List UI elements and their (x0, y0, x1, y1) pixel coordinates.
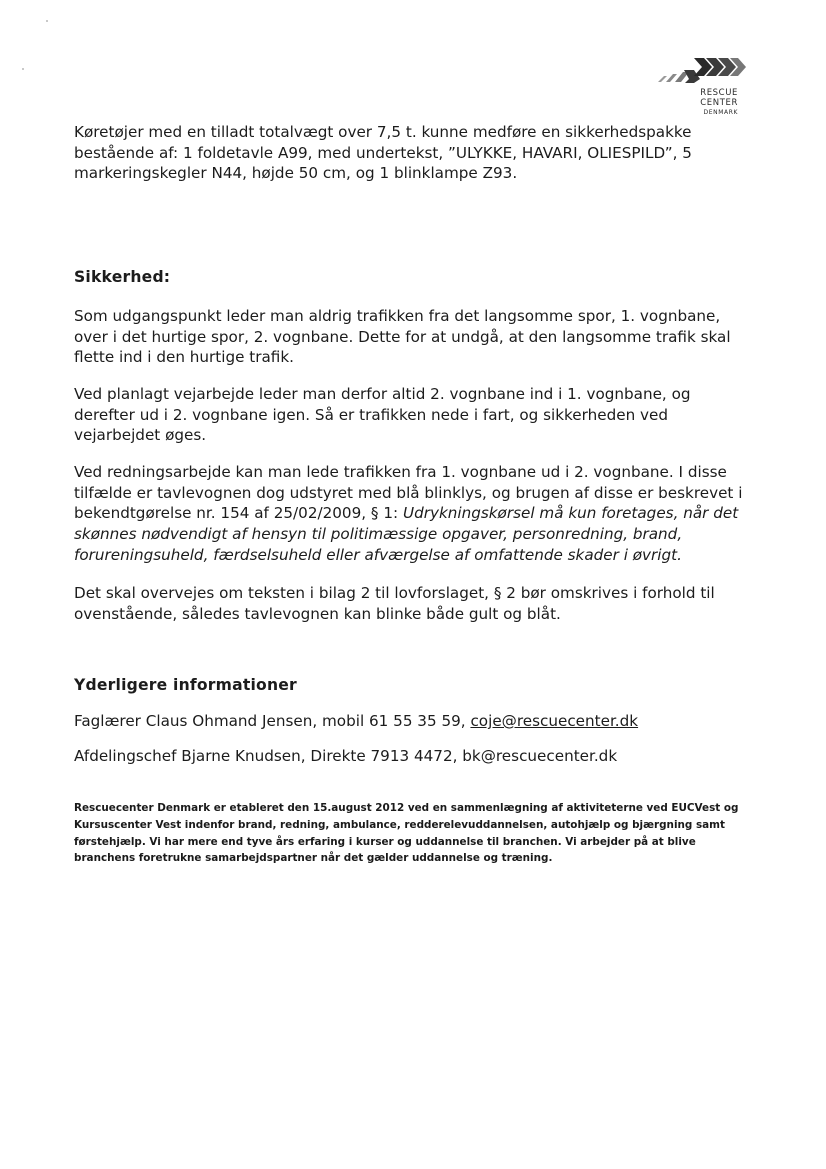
logo-wordmark (656, 88, 738, 118)
safety-text-3-normal: Ved redningsarbejde kan man lede trafikken fra 1. vognbane ud i 2. vognbane. I disse tilfælde er tavlevognen dog udstyret med blå blinklys, og brugen af disse er beskrevet i bekendtgørelse nr. 154 af 25/02/2009, § 1: (74, 463, 743, 523)
contact-2: Afdelingschef Bjarne Knudsen, Direkte 7913 4472, bk@rescuecenter.dk (74, 747, 618, 765)
logo-line-denmark: DENMARK (703, 109, 738, 116)
contact-1-text: Faglærer Claus Ohmand Jensen, mobil 61 55 35 59, (74, 712, 471, 730)
contact-line-1 (74, 711, 754, 732)
safety-text-2: Ved planlagt vejarbejde leder man derfor altid 2. vognbane ind i 1. vognbane, og derefter ud i 2. vognbane igen. Så er trafikken nede i fart, og sikkerheden ved vejarbejdet øges. (74, 385, 691, 445)
contact-1 (74, 711, 754, 732)
safety-paragraph-1 (74, 306, 754, 368)
chevron-arrows-icon (658, 52, 748, 86)
safety-text-3 (74, 462, 754, 566)
company-description: Rescuecenter Denmark er etableret den 15.august 2012 ved en sammenlægning af aktiviteterne ved EUCVest og Kursuscenter Vest indenfor brand, redning, ambulance, redderelevuddannelsen, autohjælp og bjærgning samt førstehjælp. Vi har mere end tyve års erfaring i kurser og uddannelse til branchen. Vi arbejder på at blive branchens foretrukne samarbejdspartner når det gælder uddannelse og træning. (74, 802, 739, 865)
contact-1-email-link[interactable]: coje@rescuecenter.dk (470, 712, 639, 730)
safety-text-4: Det skal overvejes om teksten i bilag 2 til lovforslaget, § 2 bør omskrives i forhold til ovenstående, således tavlevognen kan blinke både gult og blåt. (74, 584, 715, 623)
safety-text-1: Som udgangspunkt leder man aldrig trafikken fra det langsomme spor, 1. vognbane, over i det hurtige spor, 2. vognbane. Dette for at undgå, at den langsomme trafik skal flette ind i den hurtige trafik. (74, 307, 731, 367)
scan-speck (22, 68, 24, 70)
contact-line-2 (74, 746, 754, 767)
safety-paragraph-2 (74, 384, 754, 446)
logo-line-center: CENTER (700, 98, 738, 108)
info-heading: Yderligere informationer (74, 676, 297, 694)
safety-paragraph-3 (74, 462, 754, 566)
scan-speck (46, 20, 48, 22)
safety-heading: Sikkerhed: (74, 268, 171, 286)
regulation-quote: Udrykningskørsel må kun foretages, når det skønnes nødvendigt af hensyn til politimæssige opgaver, personredning, brand, forureningsuheld, færdselsuheld eller afværgelse af omfattende skader i øvrigt. (74, 504, 739, 564)
safety-paragraph-4 (74, 583, 754, 624)
intro-paragraph: Køretøjer med en tilladt totalvægt over 7,5 t. kunne medføre en sikkerhedspakke bestående af: 1 foldetavle A99, med undertekst, ”ULYKKE, HAVARI, OLIESPILD”, 5 markeringskegler N44, højde 50 cm, og 1 blinklampe Z93. (74, 123, 692, 183)
rescue-center-logo (656, 52, 748, 122)
logo-line-rescue: RESCUE (700, 88, 738, 98)
intro-section (74, 122, 754, 184)
